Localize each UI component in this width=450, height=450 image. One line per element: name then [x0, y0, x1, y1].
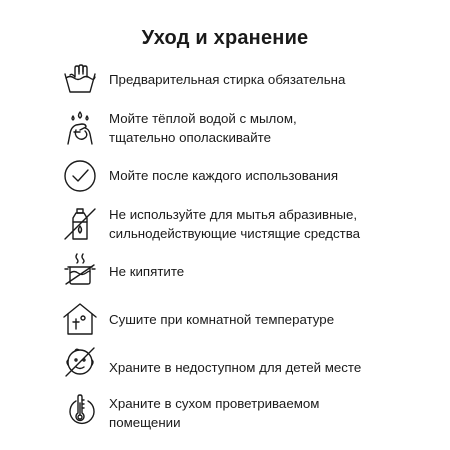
- care-item: [0, 344, 450, 392]
- care-item: [0, 152, 450, 200]
- washing-hands-icon: [62, 110, 98, 146]
- page-title: Уход и хранение: [141, 27, 309, 49]
- care-item-line: Сушите при комнатной температуре: [109, 312, 335, 327]
- care-item-text: [109, 109, 439, 147]
- care-item-text: [109, 394, 439, 432]
- checkmark-icon: [62, 158, 98, 194]
- care-item-line: Предварительная стирка обязательна: [109, 72, 346, 87]
- care-item: [0, 56, 450, 104]
- care-item: [0, 296, 450, 344]
- no-children-icon: [62, 344, 98, 380]
- care-item-text: [109, 358, 439, 377]
- care-item-text: [109, 166, 439, 185]
- no-detergent-icon: [62, 206, 98, 242]
- care-item-text: [109, 262, 439, 281]
- care-item-text: [109, 70, 439, 89]
- care-item-line: Храните в недоступном для детей месте: [109, 360, 362, 375]
- care-item: [0, 248, 450, 296]
- care-item-line: тщательно ополаскивайте: [109, 130, 271, 145]
- care-item-line: сильнодействующие чистящие средства: [109, 226, 361, 241]
- room-temperature-house-icon: [62, 301, 98, 337]
- care-item-line: Не используйте для мытья абразивные,: [109, 207, 358, 222]
- care-item-line: помещении: [109, 415, 181, 430]
- no-boiling-pot-icon: [62, 252, 98, 288]
- care-item: [0, 389, 450, 437]
- hand-wash-icon: [62, 62, 98, 98]
- care-item-text: [109, 205, 439, 243]
- care-item-line: Мойте тёплой водой с мылом,: [109, 111, 297, 126]
- dry-place-thermometer-icon: [62, 393, 98, 429]
- care-item: [0, 200, 450, 248]
- care-item-line: Храните в сухом проветриваемом: [109, 396, 320, 411]
- care-item-line: Мойте после каждого использования: [109, 168, 339, 183]
- care-item: [0, 104, 450, 152]
- care-item-text: [109, 310, 439, 329]
- care-item-line: Не кипятите: [109, 264, 185, 279]
